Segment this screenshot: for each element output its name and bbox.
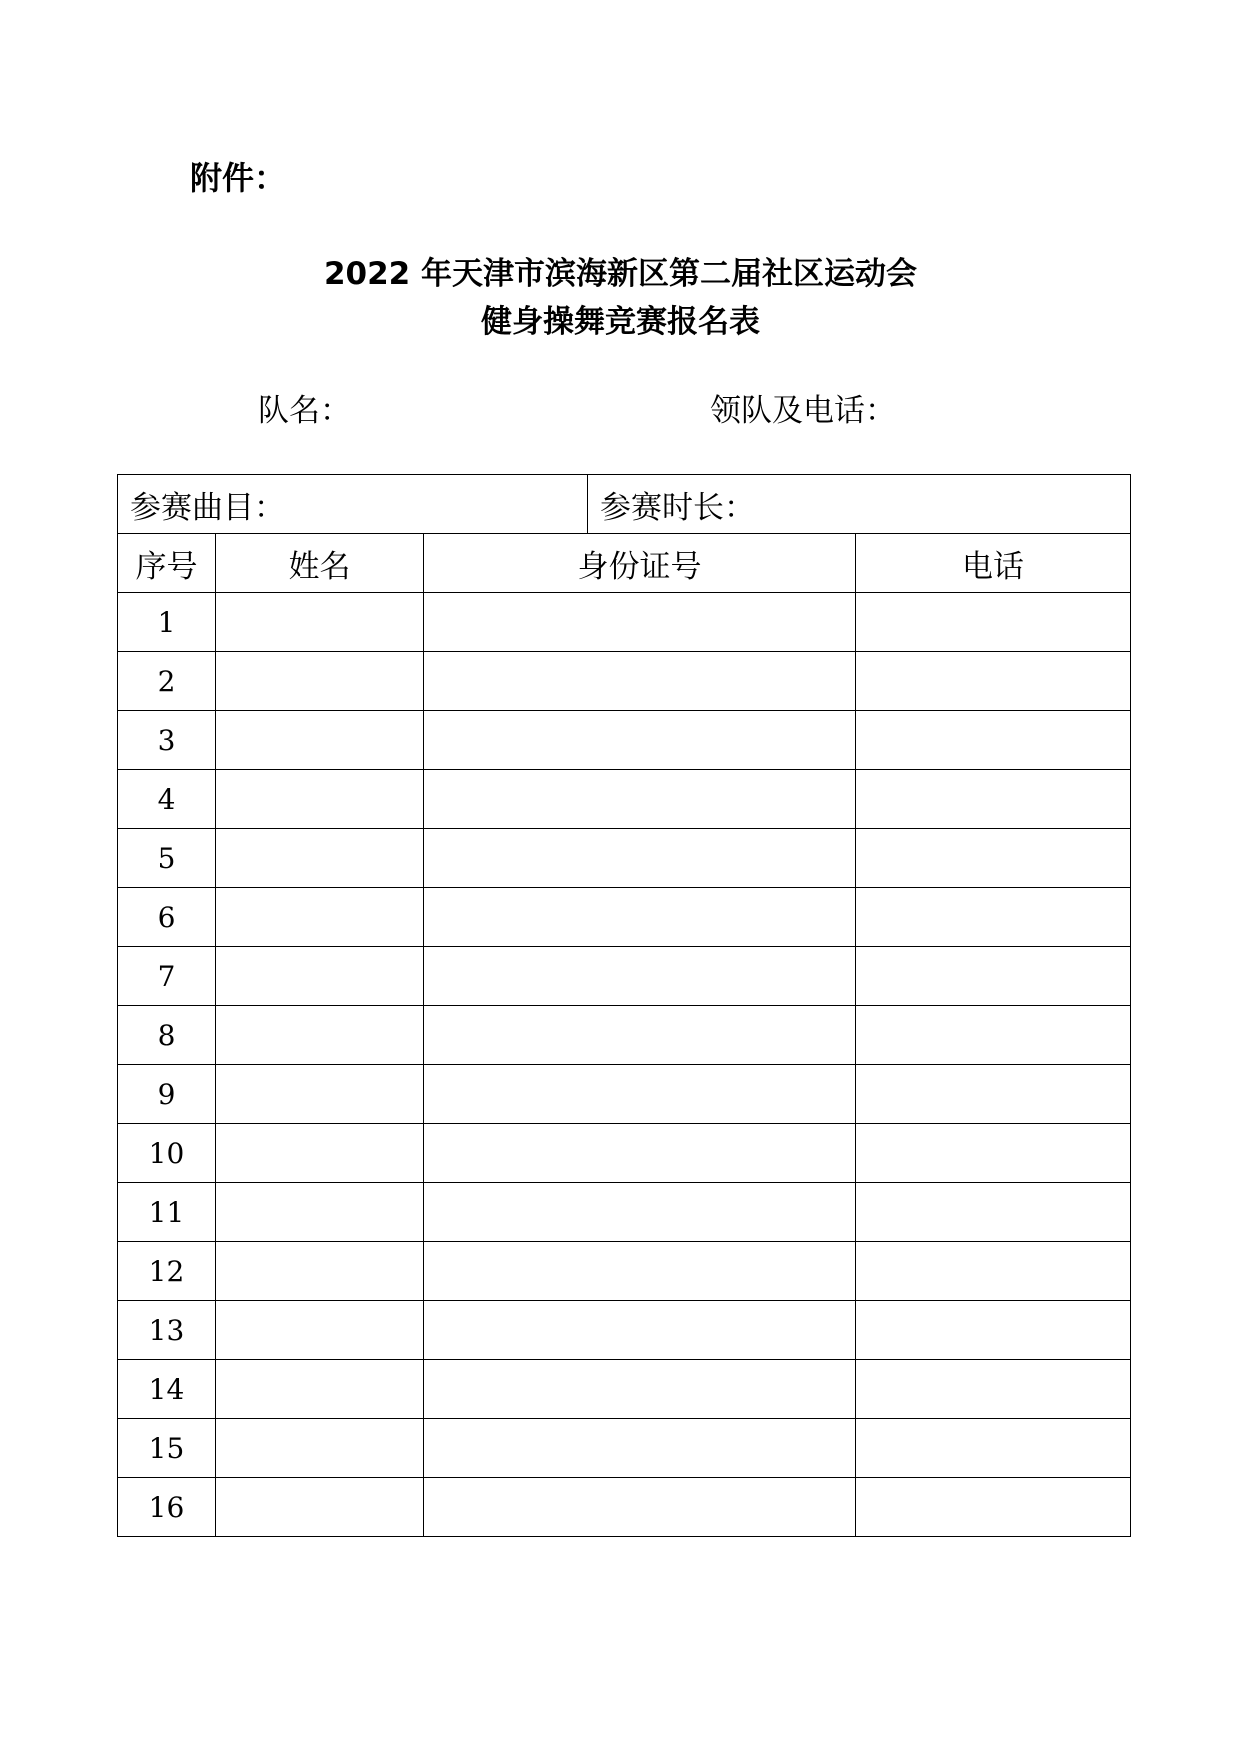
table-row (118, 711, 1131, 770)
phone-cell[interactable] (856, 1419, 1131, 1478)
phone-cell[interactable] (856, 1242, 1131, 1301)
table-row (118, 1006, 1131, 1065)
name-cell[interactable] (216, 1360, 424, 1419)
table-row (118, 1124, 1131, 1183)
document-subtitle: 健身操舞竞赛报名表 (481, 304, 760, 340)
table-row (118, 1478, 1131, 1537)
table-row (118, 1065, 1131, 1124)
phone-cell[interactable] (856, 652, 1131, 711)
phone-cell[interactable] (856, 1006, 1131, 1065)
header-name: 姓名 (216, 534, 424, 593)
header-index: 序号 (118, 534, 216, 593)
table-row (118, 947, 1131, 1006)
name-cell[interactable] (216, 593, 424, 652)
phone-cell[interactable] (856, 770, 1131, 829)
id-number-cell[interactable] (424, 1478, 856, 1537)
row-number: 14 (118, 1360, 216, 1419)
id-number-cell[interactable] (424, 711, 856, 770)
name-cell[interactable] (216, 1301, 424, 1360)
header-id-number: 身份证号 (424, 534, 856, 593)
row-number: 10 (118, 1124, 216, 1183)
row-number: 9 (118, 1065, 216, 1124)
info-row (118, 475, 1131, 534)
name-cell[interactable] (216, 1242, 424, 1301)
row-number: 1 (118, 593, 216, 652)
row-number: 5 (118, 829, 216, 888)
id-number-cell[interactable] (424, 1124, 856, 1183)
name-cell[interactable] (216, 1006, 424, 1065)
phone-cell[interactable] (856, 1301, 1131, 1360)
phone-cell[interactable] (856, 1065, 1131, 1124)
row-number: 12 (118, 1242, 216, 1301)
team-name-label: 队名： (258, 393, 351, 429)
id-number-cell[interactable] (424, 1360, 856, 1419)
row-number: 6 (118, 888, 216, 947)
id-number-cell[interactable] (424, 652, 856, 711)
header-row (118, 534, 1131, 593)
row-number: 15 (118, 1419, 216, 1478)
name-cell[interactable] (216, 1478, 424, 1537)
row-number: 4 (118, 770, 216, 829)
table-row (118, 770, 1131, 829)
row-number: 8 (118, 1006, 216, 1065)
id-number-cell[interactable] (424, 593, 856, 652)
name-cell[interactable] (216, 1065, 424, 1124)
table-row (118, 888, 1131, 947)
table-row (118, 1419, 1131, 1478)
header-phone: 电话 (856, 534, 1131, 593)
phone-cell[interactable] (856, 1183, 1131, 1242)
table-row (118, 829, 1131, 888)
row-number: 3 (118, 711, 216, 770)
id-number-cell[interactable] (424, 770, 856, 829)
leader-phone-label: 领队及电话： (710, 393, 896, 429)
id-number-cell[interactable] (424, 888, 856, 947)
id-number-cell[interactable] (424, 1065, 856, 1124)
song-label: 参赛曲目： (130, 489, 285, 526)
row-number: 2 (118, 652, 216, 711)
phone-cell[interactable] (856, 1124, 1131, 1183)
id-number-cell[interactable] (424, 947, 856, 1006)
duration-field[interactable] (588, 475, 1131, 534)
registration-table (117, 474, 1131, 1537)
row-number: 16 (118, 1478, 216, 1537)
document-title: 2022 年天津市滨海新区第二届社区运动会 (323, 256, 918, 292)
phone-cell[interactable] (856, 947, 1131, 1006)
phone-cell[interactable] (856, 1478, 1131, 1537)
name-cell[interactable] (216, 711, 424, 770)
table-row (118, 652, 1131, 711)
id-number-cell[interactable] (424, 1006, 856, 1065)
attachment-label: 附件： (190, 159, 287, 197)
name-cell[interactable] (216, 1419, 424, 1478)
phone-cell[interactable] (856, 593, 1131, 652)
name-cell[interactable] (216, 888, 424, 947)
id-number-cell[interactable] (424, 1419, 856, 1478)
name-cell[interactable] (216, 652, 424, 711)
phone-cell[interactable] (856, 829, 1131, 888)
name-cell[interactable] (216, 829, 424, 888)
phone-cell[interactable] (856, 1360, 1131, 1419)
name-cell[interactable] (216, 1183, 424, 1242)
id-number-cell[interactable] (424, 1242, 856, 1301)
phone-cell[interactable] (856, 888, 1131, 947)
id-number-cell[interactable] (424, 829, 856, 888)
id-number-cell[interactable] (424, 1301, 856, 1360)
name-cell[interactable] (216, 1124, 424, 1183)
song-field[interactable] (118, 475, 588, 534)
phone-cell[interactable] (856, 711, 1131, 770)
row-number: 7 (118, 947, 216, 1006)
name-cell[interactable] (216, 770, 424, 829)
table-row (118, 593, 1131, 652)
row-number: 11 (118, 1183, 216, 1242)
id-number-cell[interactable] (424, 1183, 856, 1242)
name-cell[interactable] (216, 947, 424, 1006)
table-row (118, 1360, 1131, 1419)
table-row (118, 1301, 1131, 1360)
duration-label: 参赛时长： (600, 489, 755, 526)
table-row (118, 1242, 1131, 1301)
row-number: 13 (118, 1301, 216, 1360)
table-row (118, 1183, 1131, 1242)
